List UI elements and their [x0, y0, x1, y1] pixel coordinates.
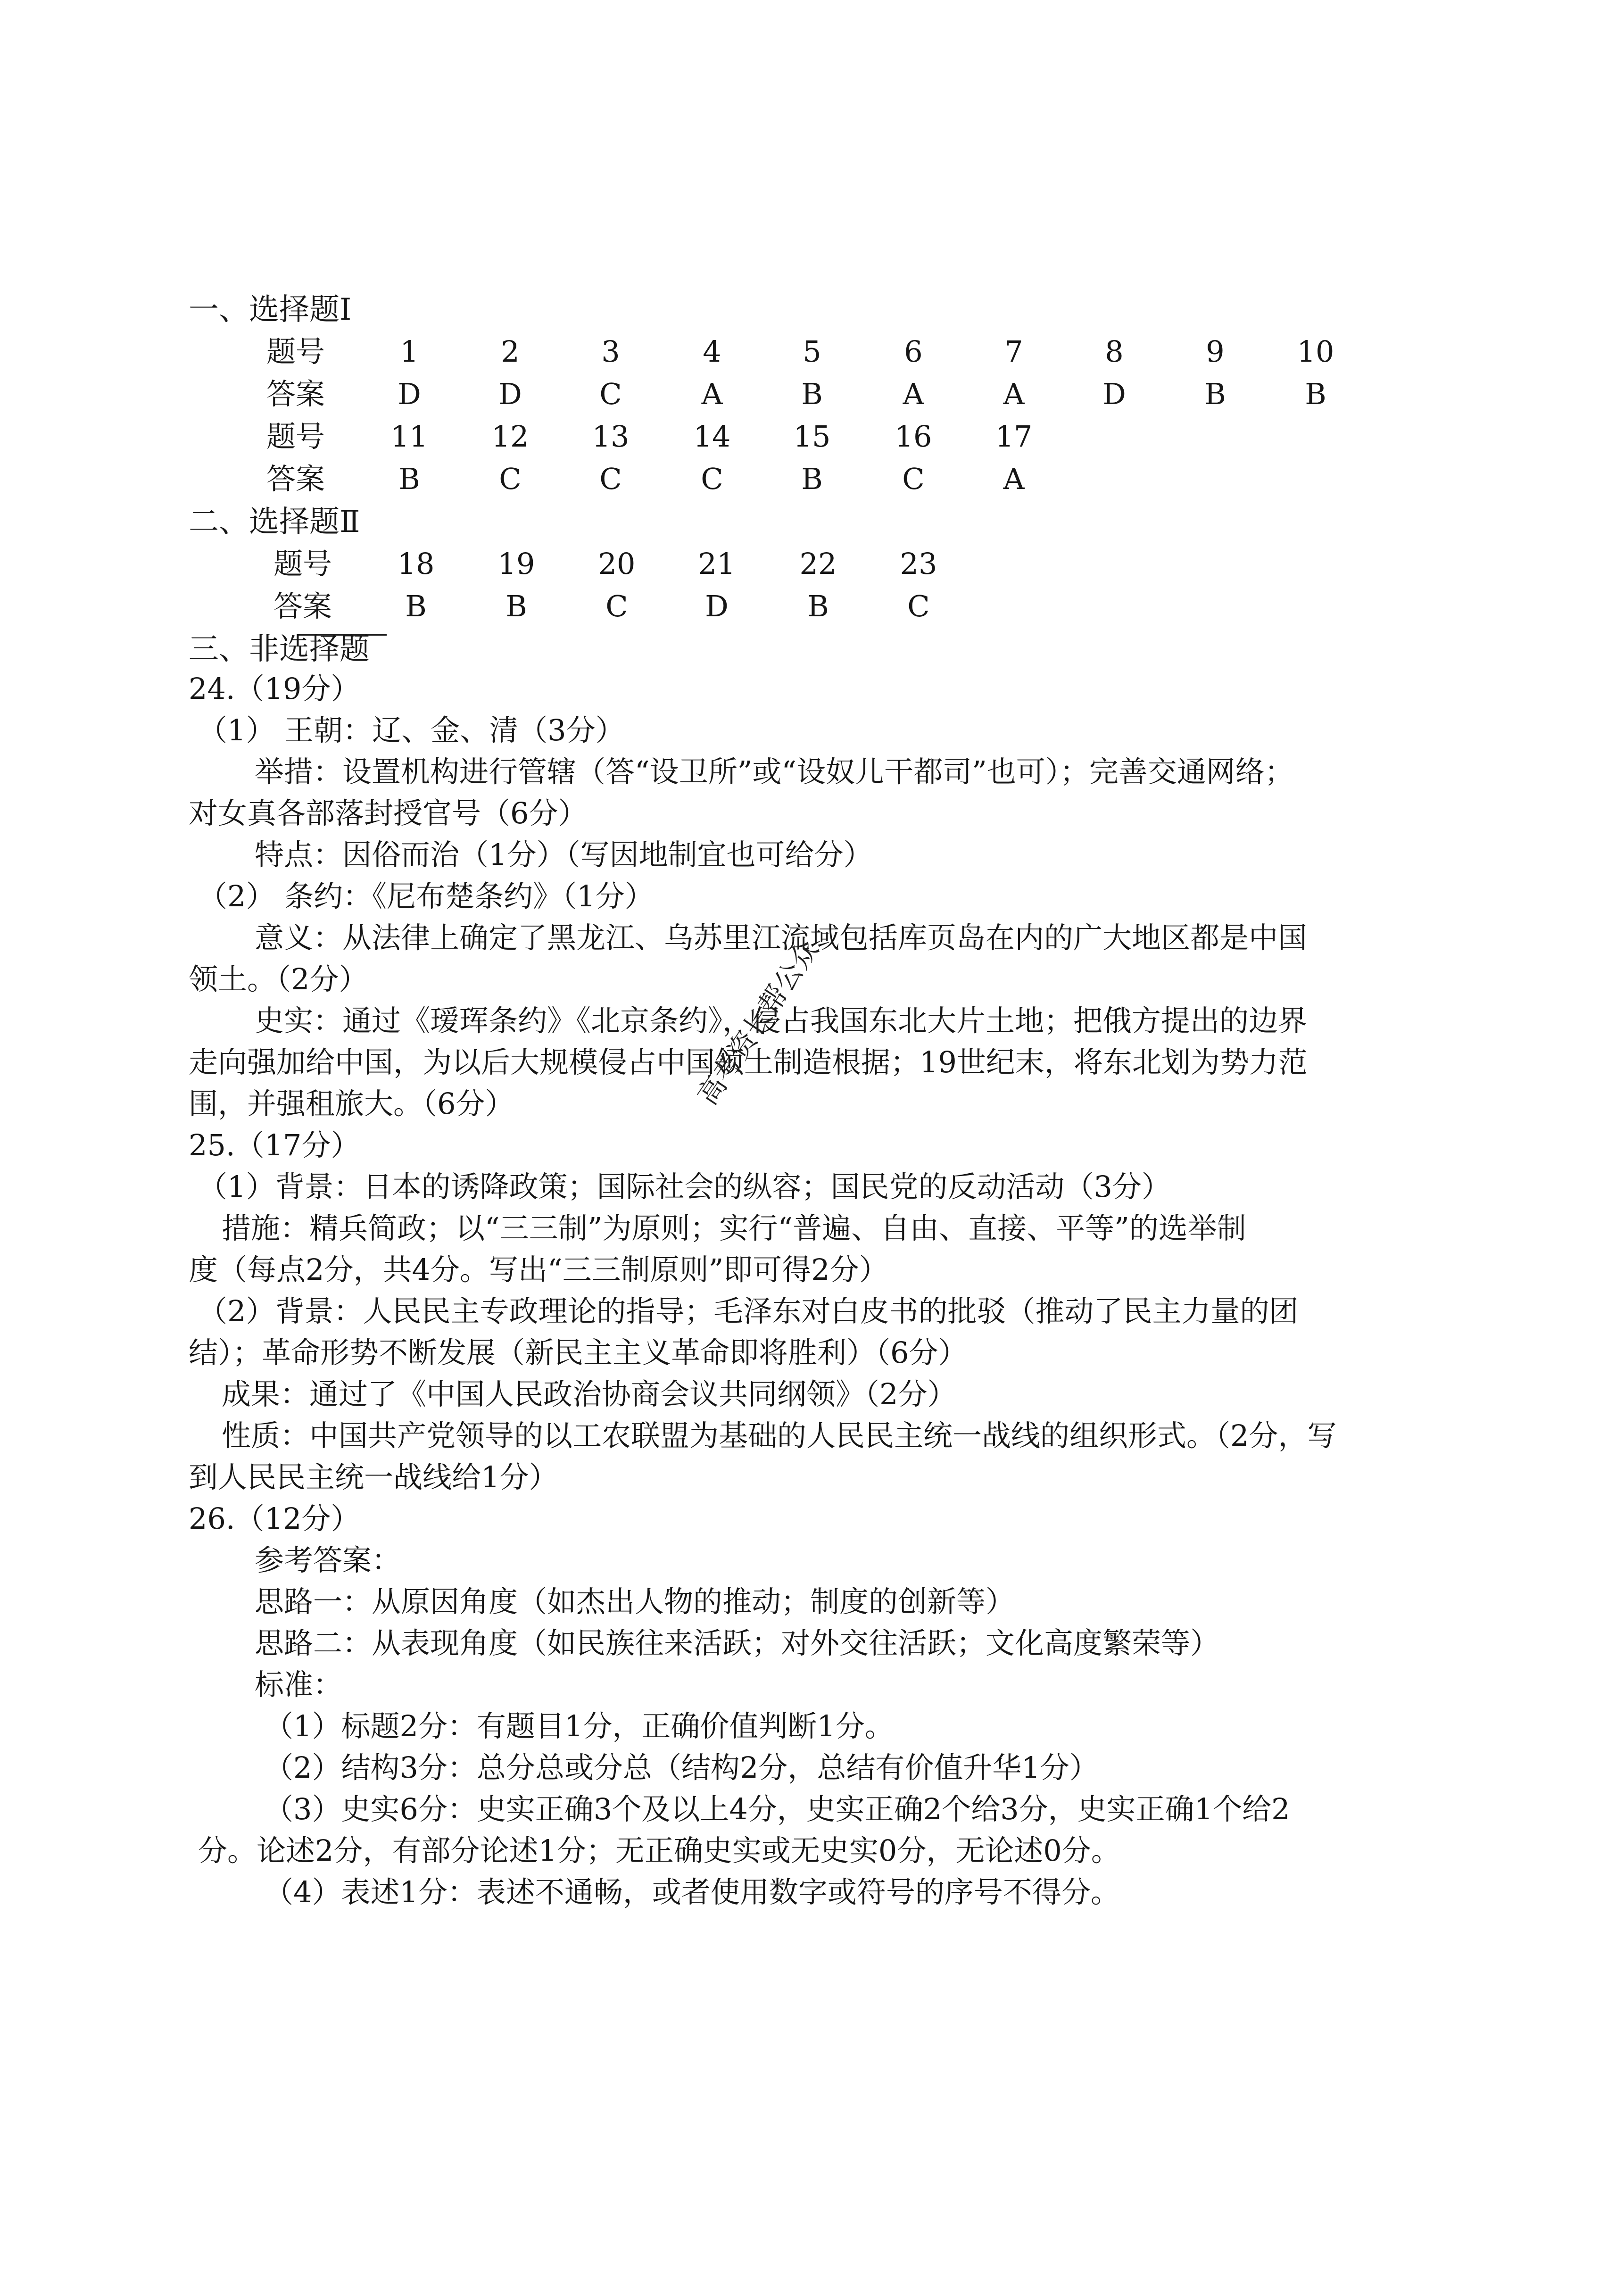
q-num: 3 [601, 334, 620, 369]
q-num: 5 [803, 334, 821, 369]
q24-heading: 24.（19分） [189, 671, 360, 706]
q-answer: C [599, 462, 622, 496]
q-answer: D [398, 377, 421, 411]
q-num: 10 [1297, 334, 1334, 369]
q-answer: B [807, 589, 829, 623]
q24-measures-line1: 举措：设置机构进行管辖（答“设卫所”或“设奴儿干都司”也可）；完善交通网络； [255, 754, 1294, 789]
q26-criterion-3-line2: 分。论述2分，有部分论述1分；无正确史实或无史实0分，无论述0分。 [198, 1833, 1120, 1868]
q-num: 8 [1105, 334, 1124, 369]
q-num: 9 [1206, 334, 1225, 369]
q-answer: A [1003, 377, 1025, 411]
q-answer: C [902, 462, 925, 496]
q-answer: A [701, 377, 723, 411]
q25-nature-line2: 到人民民主统一战线给1分） [189, 1460, 558, 1494]
choice1-ans-row-a [0, 377, 1624, 413]
q24-part2-treaty: （2） 条约：《尼布楚条约》（1分） [198, 879, 654, 913]
q26-heading: 26.（12分） [189, 1501, 360, 1536]
q24-part1-dynasty: （1） 王朝：辽、金、清（3分） [198, 713, 625, 747]
q26-reference-label: 参考答案： [255, 1543, 401, 1577]
q-answer: D [498, 377, 522, 411]
row-label-ans: 答案 [266, 377, 325, 411]
watermark-text: 高考资长帮公众 [691, 934, 825, 1111]
q-answer: A [1003, 462, 1025, 496]
q26-approach-2: 思路二：从表现角度（如民族往来活跃；对外交往活跃；文化高度繁荣等） [255, 1626, 1220, 1660]
q25-heading: 25.（17分） [189, 1128, 360, 1162]
q-num: 19 [497, 547, 535, 581]
row-label-ans: 答案 [273, 589, 332, 623]
q26-criterion-2: （2）结构3分：总分总或分总（结构2分，总结有价值升华1分） [264, 1750, 1099, 1785]
q-num: 23 [900, 547, 937, 581]
section-choice-1-title: 一、选择题Ⅰ [189, 292, 352, 327]
section-nonchoice-title: 三、非选择题 [189, 632, 370, 667]
row-label-num: 题号 [266, 334, 325, 369]
q-num: 11 [390, 419, 428, 454]
q24-facts-line1: 史实：通过《瑷珲条约》《北京条约》，侵占我国东北大片土地；把俄方提出的边界 [255, 1003, 1308, 1038]
q-num: 22 [799, 547, 837, 581]
q24-feature: 特点：因俗而治（1分）（写因地制宜也可给分） [255, 837, 873, 872]
q-answer: B [1204, 377, 1226, 411]
q-num: 13 [592, 419, 630, 454]
q-answer: B [1305, 377, 1326, 411]
row-label-ans: 答案 [266, 462, 325, 496]
q-answer: C [907, 589, 930, 623]
q-num: 4 [703, 334, 721, 369]
q-num: 16 [895, 419, 932, 454]
q25-nature-line1: 性质：中国共产党领导的以工农联盟为基础的人民民主统一战线的组织形式。（2分，写 [222, 1418, 1337, 1453]
q26-criterion-1: （1）标题2分：有题目1分，正确价值判断1分。 [264, 1709, 894, 1743]
q-num: 14 [693, 419, 731, 454]
section-choice-2-title: 二、选择题Ⅱ [189, 505, 360, 539]
q25-measures-line1: 措施：精兵简政；以“三三制”为原则；实行“普遍、自由、直接、平等”的选举制 [222, 1211, 1246, 1245]
q25-part1-background: （1）背景：日本的诱降政策；国际社会的纵容；国民党的反动活动（3分） [198, 1169, 1171, 1204]
q-answer: B [505, 589, 527, 623]
q24-measures-line2: 对女真各部落封授官号（6分） [189, 796, 588, 830]
q-answer: B [801, 462, 823, 496]
q25-part2-background-line1: （2）背景：人民民主专政理论的指导；毛泽东对白皮书的批驳（推动了民主力量的团 [198, 1294, 1299, 1328]
q-num: 2 [501, 334, 520, 369]
q-num: 20 [598, 547, 636, 581]
q25-result: 成果：通过了《中国人民政治协商会议共同纲领》（2分） [222, 1377, 957, 1411]
q24-significance-line2: 领土。（2分） [189, 962, 368, 996]
q-num: 15 [793, 419, 831, 454]
row-label-num: 题号 [266, 419, 325, 454]
q-num: 7 [1004, 334, 1023, 369]
q26-criterion-3-line1: （3）史实6分：史实正确3个及以上4分，史实正确2个给3分，史实正确1个给2 [264, 1792, 1290, 1826]
q26-criteria-label: 标准： [255, 1667, 343, 1702]
q-answer: B [405, 589, 427, 623]
q-num: 1 [400, 334, 419, 369]
q26-approach-1: 思路一：从原因角度（如杰出人物的推动；制度的创新等） [255, 1584, 1015, 1619]
q-answer: C [605, 589, 628, 623]
q26-criterion-4: （4）表述1分：表述不通畅，或者使用数字或符号的序号不得分。 [264, 1875, 1120, 1909]
q-num: 17 [995, 419, 1033, 454]
q-answer: C [599, 377, 622, 411]
q-answer: C [701, 462, 723, 496]
q25-part2-background-line2: 结）；革命形势不断发展（新民主主义革命即将胜利）（6分） [189, 1335, 968, 1370]
row-label-num: 题号 [273, 547, 332, 581]
q-answer: C [499, 462, 522, 496]
choice2-num-row [0, 549, 1624, 582]
q-answer: A [903, 377, 924, 411]
choice1-num-row-a [0, 334, 1624, 370]
q-num: 6 [904, 334, 923, 369]
q24-facts-line2: 走向强加给中国，为以后大规模侵占中国领土制造根据；19世纪末，将东北划为势力范 [189, 1045, 1308, 1079]
q24-facts-line3: 围，并强租旅大。（6分） [189, 1086, 514, 1121]
choice1-ans-row-b [0, 464, 1624, 497]
q-answer: D [705, 589, 729, 623]
choice2-ans-row [0, 589, 1624, 625]
q-num: 12 [491, 419, 529, 454]
q-num: 21 [698, 547, 736, 581]
q25-measures-line2: 度（每点2分，共4分。写出“三三制原则”即可得2分） [189, 1252, 888, 1287]
q-answer: D [1102, 377, 1126, 411]
q-answer: B [801, 377, 823, 411]
choice1-num-row-b [0, 419, 1624, 455]
q24-significance-line1: 意义：从法律上确定了黑龙江、乌苏里江流域包括库页岛在内的广大地区都是中国 [255, 920, 1308, 955]
q-num: 18 [397, 547, 435, 581]
q-answer: B [398, 462, 420, 496]
